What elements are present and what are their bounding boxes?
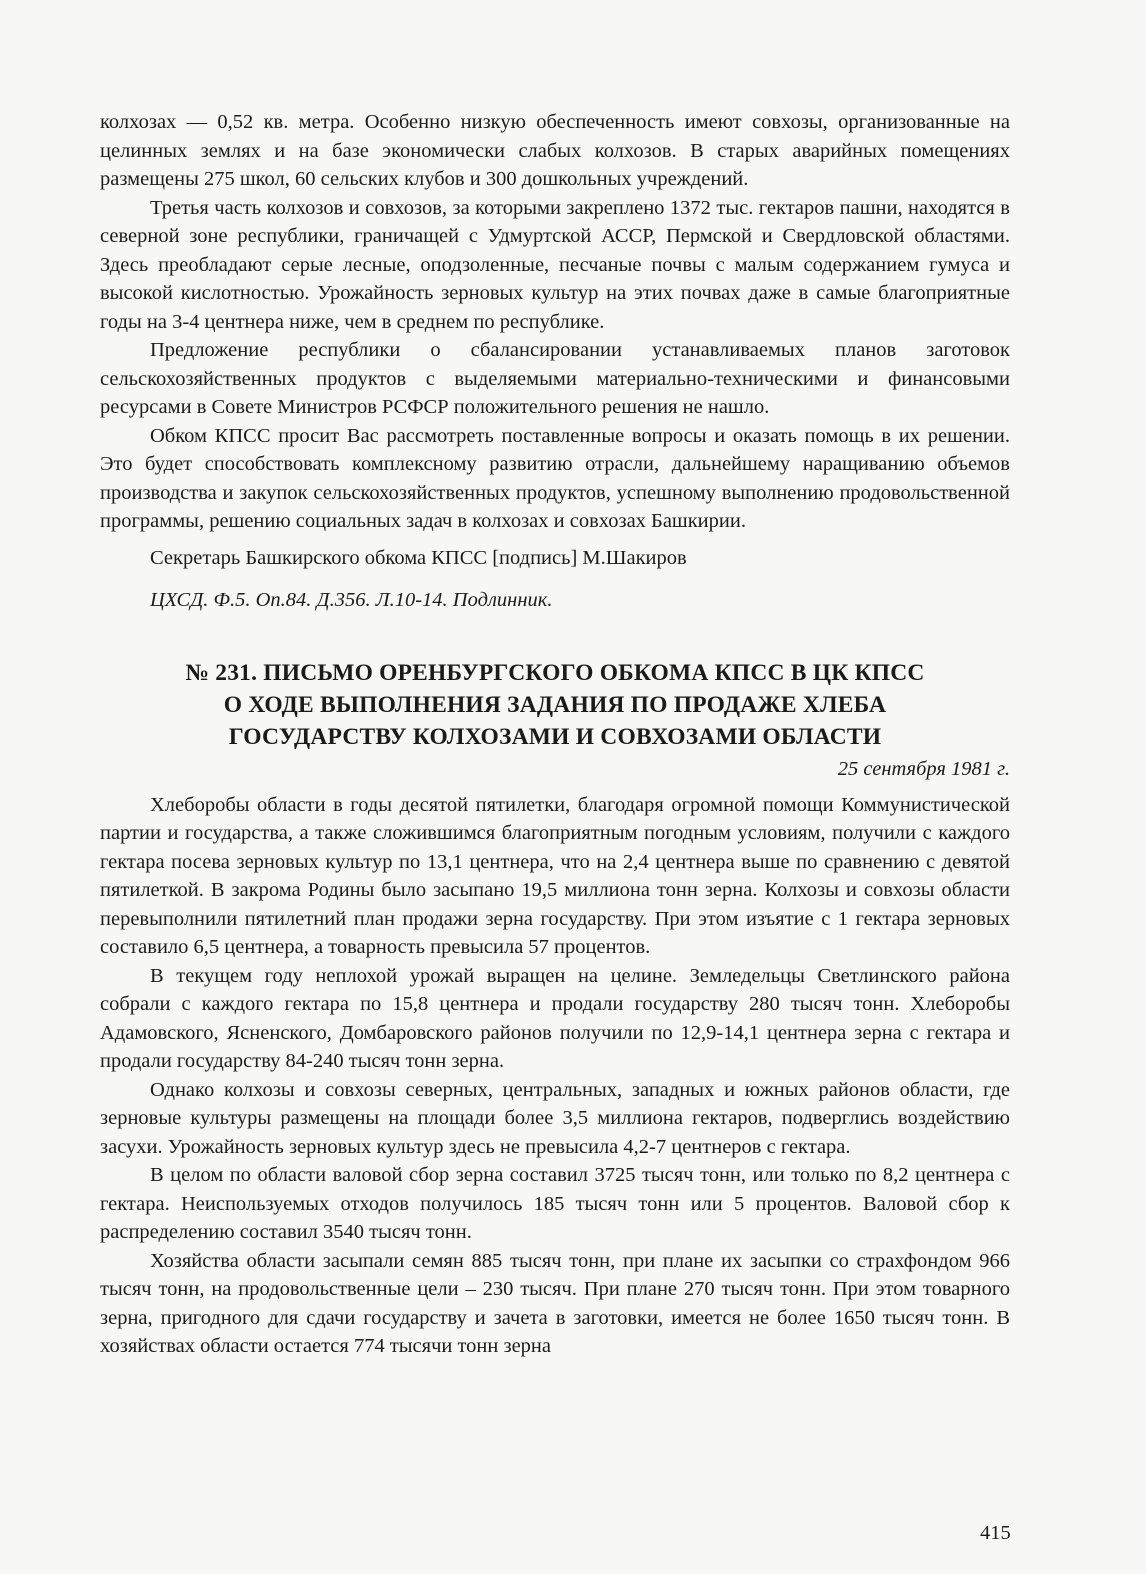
paragraph: В текущем году неплохой урожай выращен на целине. Земледельцы Светлинского района собрали с каждого гектара по 15,8 центнера и продали государству 280 тысяч тонн. Хлеборобы Адамовского, Ясненского, Домбаровского районов получили по 12,9-14,1 центнера зерна с гектара и продали государству 84-240 тысяч тонн зерна.: [100, 964, 1010, 1072]
document-date: 25 сентября 1981 г.: [837, 757, 1010, 780]
document-title: [100, 657, 1010, 753]
page-content: [100, 108, 1010, 1361]
archive-reference: ЦХСД. Ф.5. Оп.84. Д.356. Л.10-14. Подлинник.: [150, 589, 553, 611]
signature-line: Секретарь Башкирского обкома КПСС [подпись] М.Шакиров: [150, 546, 687, 569]
paragraph: Однако колхозы и совхозы северных, центральных, западных и южных районов области, где зерновые культуры размещены на площади более 3,5 миллиона гектаров, подверглись воздействию засухи. Урожайность зерновых культур здесь не превысила 4,2-7 центнеров с гектара.: [100, 1078, 1010, 1158]
paragraph: Хлеборобы области в годы десятой пятилетки, благодаря огромной помощи Коммунистической партии и государства, а также сложившимся благоприятным погодным условиям, получили с каждого гектара посева зерновых культур по 13,1 центнера, что на 2,4 центнера выше по сравнению с девятой пятилеткой. В закрома Родины было засыпано 19,5 миллиона тонн зерна. Колхозы и совхозы области перевыполнили пятилетний план продажи зерна государству. При этом изъятие с 1 гектара зерновых составило 6,5 центнера, а товарность превысила 57 процентов.: [100, 793, 1010, 958]
document-title-line: № 231. ПИСЬМО ОРЕНБУРГСКОГО ОБКОМА КПСС В ЦК КПСС: [185, 659, 925, 686]
paragraph: Предложение республики о сбалансировании устанавливаемых планов заготовок сельскохозяйственных продуктов с выделяемыми материально-техническими и финансовыми ресурсами в Совете Министров РСФСР положительного решения не нашло.: [100, 339, 1010, 418]
paragraph: Обком КПСС просит Вас рассмотреть поставленные вопросы и оказать помощь в их решении. Это будет способствовать комплексному развитию отрасли, дальнейшему наращиванию объемов производства и закупок сельскохозяйственных продуктов, успешному выполнению продовольственной программы, решению социальных задач в колхозах и совхозах Башкирии.: [100, 424, 1010, 532]
paragraph: Хозяйства области засыпали семян 885 тысяч тонн, при плане их засыпки со страхфондом 966 тысяч тонн, на продовольственные цели – 230 тысяч. При плане 270 тысяч тонн. При этом товарного зерна, пригодного для сдачи государству и зачета в заготовки, имеется не более 1650 тысяч тонн. В хозяйствах области остается 774 тысячи тонн зерна: [100, 1249, 1010, 1357]
document-title-line: О ХОДЕ ВЫПОЛНЕНИЯ ЗАДАНИЯ ПО ПРОДАЖЕ ХЛЕБА: [223, 691, 887, 718]
paragraph: Третья часть колхозов и совхозов, за которыми закреплено 1372 тыс. гектаров пашни, находятся в северной зоне республики, граничащей с Удмуртской АССР, Пермской и Свердловской областями. Здесь преобладают серые лесные, оподзоленные, песчаные почвы с малым содержанием гумуса и высокой кислотностью. Урожайность зерновых культур на этих почвах даже в самые благоприятные годы на 3-4 центнера ниже, чем в среднем по республике.: [100, 196, 1010, 333]
paragraph: В целом по области валовой сбор зерна составил 3725 тысяч тонн, или только по 8,2 центнера с гектара. Неиспользуемых отходов получилось 185 тысяч тонн или 5 процентов. Валовой сбор к распределению составил 3540 тысяч тонн.: [100, 1164, 1010, 1243]
page-number: 415: [980, 1522, 1011, 1544]
paragraph: колхозах — 0,52 кв. метра. Особенно низкую обеспеченность имеют совхозы, организованные на целинных землях и на базе экономически слабых колхозов. В старых аварийных помещениях размещены 275 школ, 60 сельских клубов и 300 дошкольных учреждений.: [100, 111, 1010, 190]
document-title-line: ГОСУДАРСТВУ КОЛХОЗАМИ И СОВХОЗАМИ ОБЛАСТИ: [228, 723, 882, 750]
